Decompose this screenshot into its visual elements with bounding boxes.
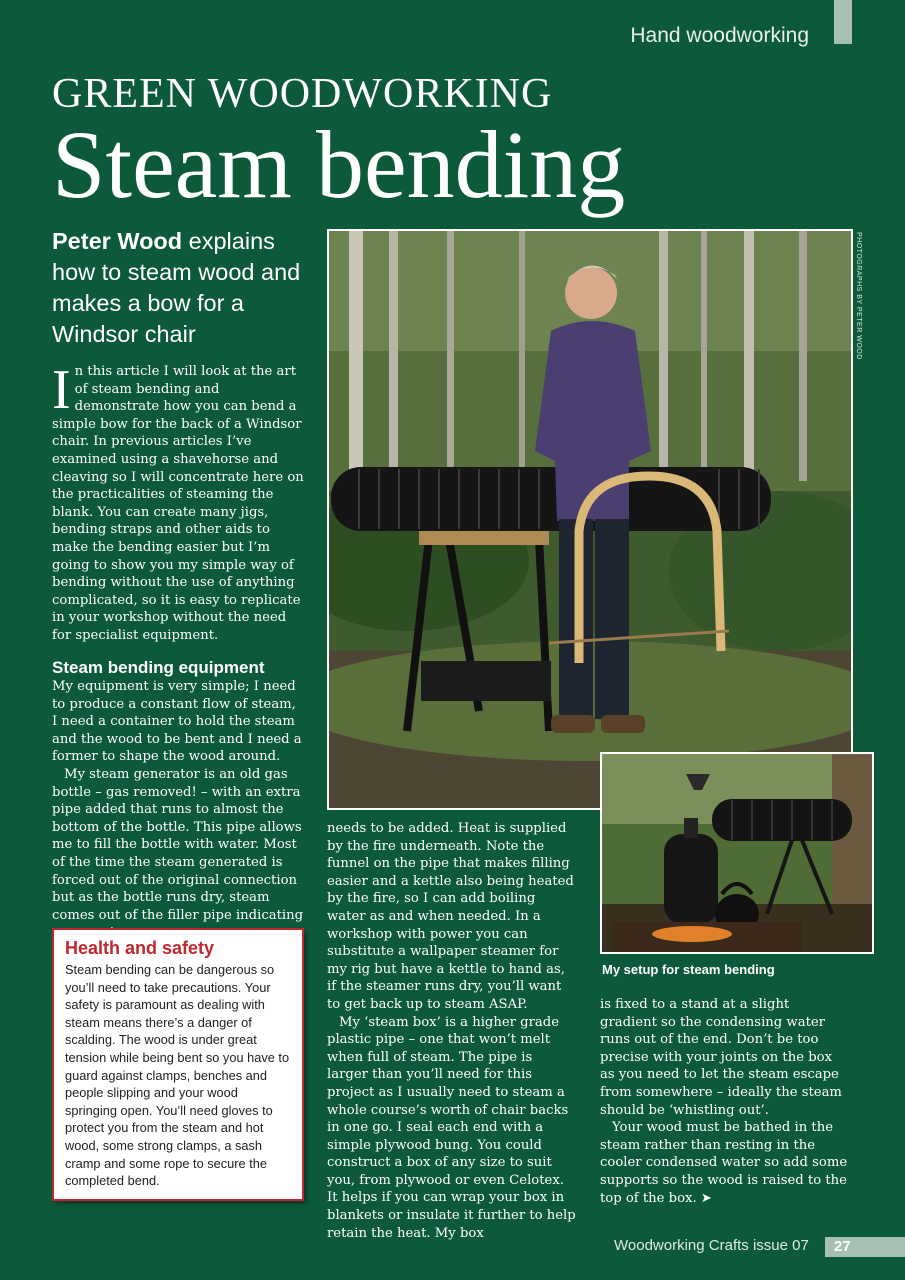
article-column-1 [52, 359, 304, 942]
health-safety-box [52, 928, 304, 1201]
page-title: Steam bending [52, 111, 626, 218]
paragraph-2: My steam generator is an old gas bottle – gas removed! – with an extra pipe added that runs to almost the bottom of the bottle. This pipe allows me to fill the bottle with water. Most of the time the steam generated is forced out of the original connection but as the bottle runs dry, steam comes out of the filler pipe indicating [52, 767, 304, 923]
paragraph-3: needs to be added. Heat is supplied by the fire underneath. Note the funnel on the pipe that makes filling easier and a kettle also being heated by the fire, so I can add boiling water as and when needed. In a workshop with power you can substitute a wallpaper steamer for my rig but have a kettle to hand as, if the steamer runs dry, you’ll want to get back up to steam ASAP. [327, 821, 574, 1012]
standfirst [52, 226, 317, 350]
photo-credit: PHOTOGRAPHS BY PETER WOOD [855, 232, 862, 360]
standfirst-text: explains how to steam wood and makes a bow for a Windsor chair [52, 228, 301, 347]
paragraph-1: My equipment is very simple; I need to produce a constant flow of steam, I need a container to hold the steam and the wood to be bent and I need a former to shape the wood around. [52, 679, 302, 765]
author-name: Peter Wood [52, 228, 183, 254]
drop-cap: I [52, 359, 71, 421]
article-column-2 [327, 820, 577, 1242]
photo-caption: My setup for steam bending [602, 962, 775, 977]
main-photo [327, 229, 853, 810]
page-number: 27 [834, 1238, 851, 1255]
paragraph-4: My ‘steam box’ is a higher grade plastic pipe – one that won’t melt when full of steam. The pipe is larger than you’ll need for this project as I usually need to steam a whole course’s worth of chair backs in one go. I seal each end with a simple plywood bung. You could construct a box of any size to suit you, from plywood or even Celotex. It helps if you can wrap your box in blankets or insulate it further to help retain the heat. My box [327, 1014, 576, 1241]
kicker: GREEN WOODWORKING [52, 71, 553, 117]
intro-paragraph: n this article I will look at the art of steam bending and demonstrate how you can bend a simple bow for the back of a Windsor chair. In previous articles I’ve examined using a shavehorse and cleaving so I will concentrate here on the practicalities of steaming the blank. You can create many jigs, bending straps and other aids to make the bending easier but I’m going to show you my simple way of bending without the use of anything complicated, so it is easy to replicate in your workshop without the need for specialist equipment. [52, 364, 304, 643]
health-safety-title: Health and safety [65, 938, 215, 958]
paragraph-6: Your wood must be bathed in the steam rather than resting in the cooler condensed water so add some supports so the wood is raised to the top of the box. ➤ [600, 1120, 848, 1206]
footer-magazine: Woodworking Crafts issue 07 [614, 1237, 809, 1254]
setup-photo [600, 752, 874, 954]
section-label: Hand woodworking [630, 24, 809, 47]
paragraph-5: is fixed to a stand at a slight gradient so the condensing water runs out of the end. Don’t be too precise with your joints on the box as you need to let the steam escape from somewhere – ideally the steam should be ‘whistling out’. [600, 997, 842, 1118]
health-safety-text: Steam bending can be dangerous so you’ll need to take precautions. Your safety is paramount as dealing with steam means there’s a danger of scalding. The wood is under great tension while being bent so you have to guard against clamps, benches and people slipping and your wood springing open. You’ll need gloves to protect you from the steam and hot wood, some strong clamps, a sash cramp and some rope to secure the completed bend. [65, 962, 290, 1189]
section-tab [834, 0, 852, 44]
subhead-equipment: Steam bending equipment [52, 657, 265, 677]
article-column-3 [600, 996, 850, 1207]
